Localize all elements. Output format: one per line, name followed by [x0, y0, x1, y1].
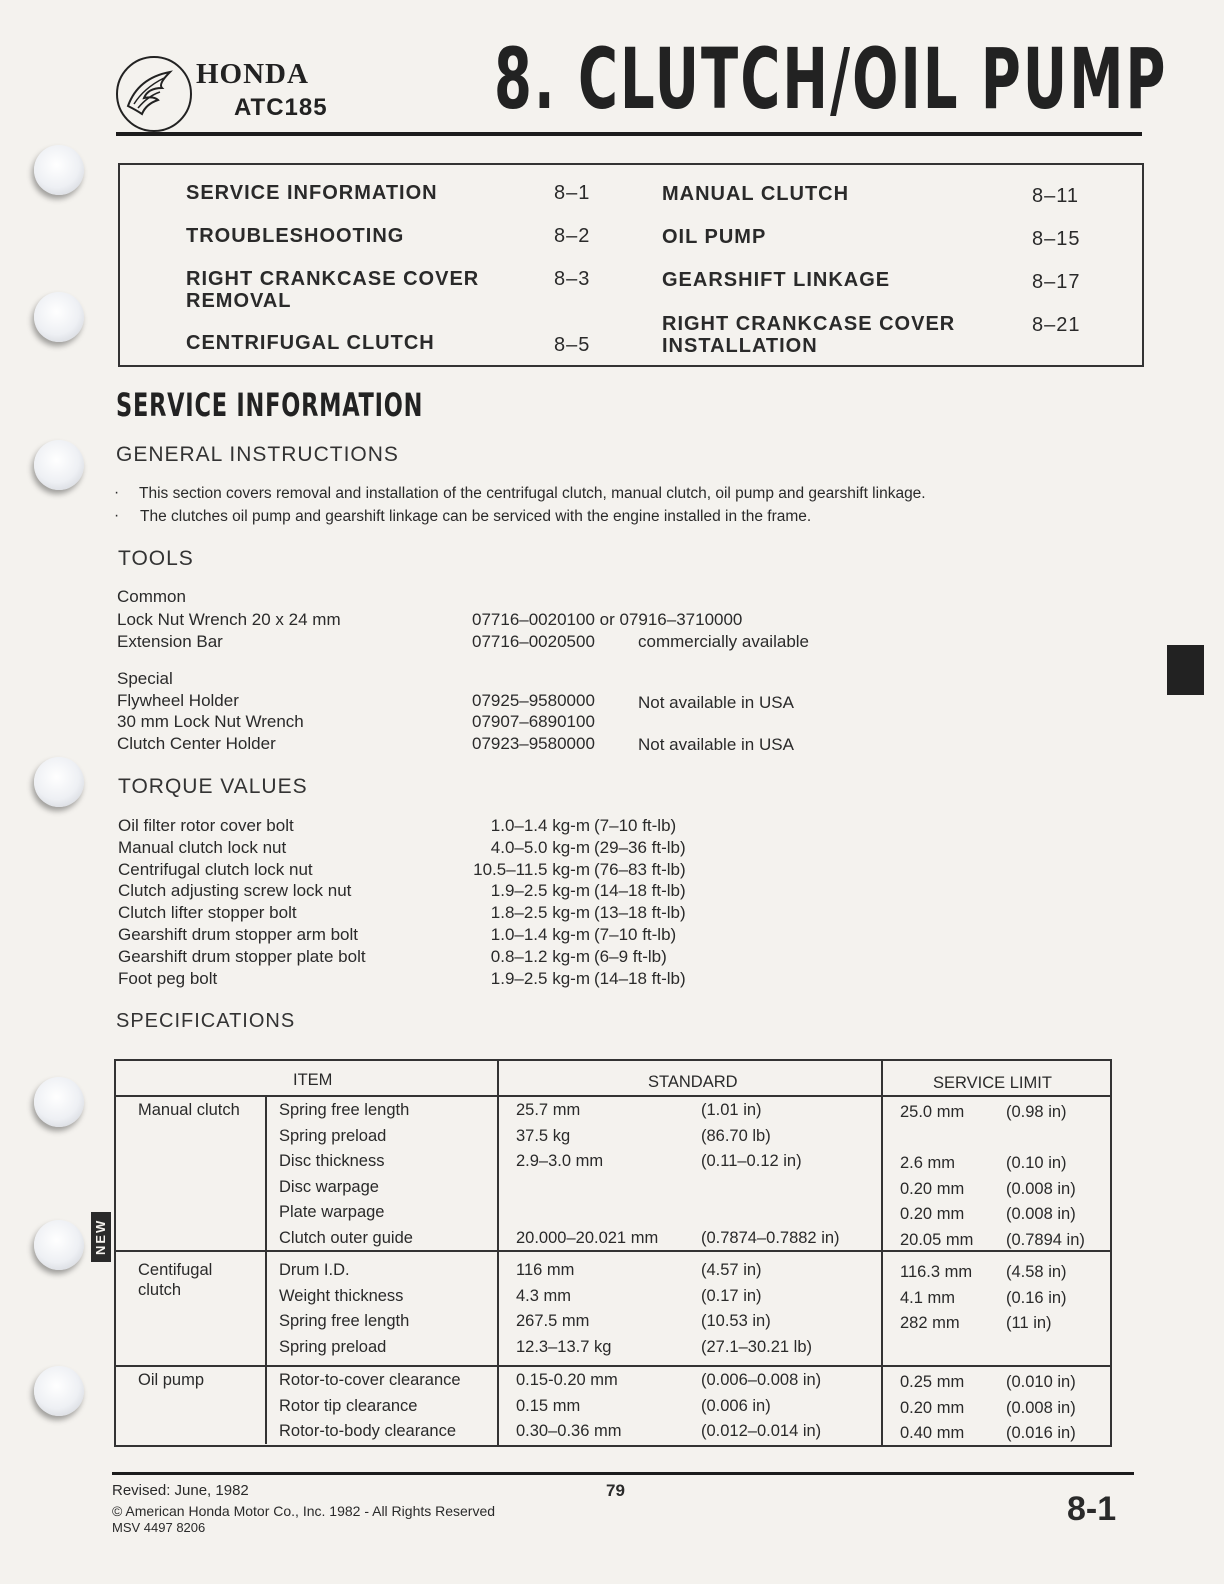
torque-item-name: Foot peg bolt [118, 968, 218, 988]
spec-limit-metric: 4.1 mm [900, 1288, 956, 1307]
spec-standard-metric: 0.15 mm [516, 1396, 581, 1415]
spec-item: Plate warpage [279, 1203, 385, 1221]
binder-hole [34, 1366, 84, 1416]
bullet-marker: · [114, 484, 120, 501]
toc-item-page: 8–15 [1032, 228, 1081, 250]
toc-item-label[interactable]: TROUBLESHOOTING [186, 225, 405, 247]
spec-standard-metric: 20.000–20.021 mm [516, 1228, 659, 1247]
spec-limit-metric: 0.40 mm [900, 1424, 965, 1442]
spec-limit-metric: 0.20 mm [900, 1398, 965, 1417]
torque-item-name: Centrifugal clutch lock nut [118, 859, 313, 879]
torque-item-metric: 1.9–2.5 kg-m [490, 881, 590, 901]
torque-item-imperial: (13–18 ft-lb) [594, 903, 686, 923]
spec-limit-imperial: (0.10 in) [1006, 1154, 1067, 1172]
toc-item-label[interactable]: GEARSHIFT LINKAGE [662, 269, 891, 291]
tool-name: Extension Bar [117, 632, 223, 651]
table-divider [881, 1061, 883, 1445]
spec-standard-imperial: (10.53 in) [701, 1312, 771, 1330]
document-code: MSV 4497 8206 [112, 1520, 206, 1535]
torque-item-imperial: (14–18 ft-lb) [594, 968, 686, 988]
toc-item-page: 8–2 [554, 225, 591, 247]
torque-item-imperial: (29–36 ft-lb) [594, 837, 686, 857]
torque-heading: TORQUE VALUES [118, 775, 308, 798]
torque-item-metric: 0.8–1.2 kg-m [490, 946, 590, 966]
binder-hole [34, 1220, 84, 1270]
tool-part: 07925–9580000 [472, 691, 595, 710]
spec-standard-imperial: (27.1–30.21 lb) [701, 1337, 812, 1356]
spec-standard-imperial: (0.17 in) [701, 1286, 762, 1305]
spec-standard-imperial: (0.006–0.008 in) [701, 1371, 822, 1389]
column-header: STANDARD [648, 1073, 738, 1091]
revised-date: Revised: June, 1982 [112, 1482, 249, 1499]
torque-item-imperial: (76–83 ft-lb) [594, 859, 686, 879]
honda-wing-icon [116, 56, 192, 132]
spec-limit-imperial: (0.008 in) [1006, 1205, 1076, 1223]
binder-hole [34, 440, 84, 490]
spec-standard-metric: 12.3–13.7 kg [516, 1337, 612, 1356]
spec-limit-metric: 0.20 mm [900, 1179, 965, 1198]
toc-item-label[interactable]: RIGHT CRANKCASE COVER [186, 268, 480, 290]
tool-note: Not available in USA [638, 735, 794, 754]
tool-name: 30 mm Lock Nut Wrench [117, 712, 304, 731]
binder-hole [34, 292, 84, 342]
spec-group-name: clutch [138, 1281, 182, 1299]
torque-item-name: Clutch adjusting screw lock nut [118, 881, 352, 901]
toc-item-label[interactable]: REMOVAL [186, 290, 292, 312]
table-divider [116, 1250, 1110, 1252]
footer-rule [112, 1472, 1134, 1475]
torque-item-name: Clutch lifter stopper bolt [118, 903, 297, 923]
spec-limit-imperial: (0.008 in) [1006, 1179, 1076, 1198]
toc-item-label[interactable]: CENTRIFUGAL CLUTCH [186, 332, 435, 354]
specs-heading: SPECIFICATIONS [116, 1010, 296, 1032]
spec-item: Spring free length [279, 1101, 410, 1119]
spec-standard-metric: 37.5 kg [516, 1126, 571, 1145]
spec-limit-imperial: (0.7894 in) [1006, 1230, 1085, 1249]
spec-group-name: Oil pump [138, 1371, 205, 1389]
torque-item-name: Gearshift drum stopper arm bolt [118, 925, 358, 944]
spec-limit-imperial: (0.98 in) [1006, 1103, 1067, 1121]
torque-item-imperial: (7–10 ft-lb) [594, 925, 677, 944]
tool-note: Not available in USA [638, 693, 794, 712]
header-rule [116, 132, 1142, 136]
torque-item-metric: 1.9–2.5 kg-m [490, 968, 590, 988]
spec-group-name: Manual clutch [138, 1101, 240, 1119]
tool-note: commercially available [638, 632, 810, 651]
tools-group-label: Special [117, 669, 173, 688]
spec-limit-imperial: (11 in) [1006, 1314, 1052, 1332]
spec-limit-metric: 282 mm [900, 1314, 960, 1332]
toc-item-label[interactable]: SERVICE INFORMATION [186, 182, 438, 204]
spec-standard-metric: 2.9–3.0 mm [516, 1152, 604, 1170]
spec-standard-metric: 4.3 mm [516, 1286, 572, 1305]
tools-heading: TOOLS [118, 547, 194, 570]
spec-limit-metric: 0.25 mm [900, 1373, 965, 1391]
binder-hole [34, 145, 84, 195]
spec-item: Disc thickness [279, 1152, 385, 1170]
bullet-marker: · [114, 507, 120, 524]
chapter-title: 8. CLUTCH/OIL PUMP [494, 30, 1168, 128]
table-divider [116, 1095, 1110, 1097]
spec-standard-metric: 0.15-0.20 mm [516, 1371, 618, 1389]
binder-hole [34, 757, 84, 807]
torque-item-metric: 1.8–2.5 kg-m [490, 903, 590, 923]
spec-limit-metric: 2.6 mm [900, 1154, 956, 1172]
column-header: SERVICE LIMIT [933, 1074, 1052, 1092]
section-title: SERVICE INFORMATION [116, 386, 424, 424]
tool-name: Clutch Center Holder [117, 734, 276, 753]
spec-standard-imperial: (86.70 lb) [701, 1126, 771, 1145]
spec-limit-metric: 116.3 mm [900, 1263, 973, 1281]
spec-standard-metric: 267.5 mm [516, 1312, 590, 1330]
toc-item-page: 8–3 [554, 268, 591, 290]
spec-standard-imperial: (4.57 in) [701, 1261, 762, 1279]
torque-item-imperial: (14–18 ft-lb) [594, 881, 686, 901]
toc-item-label[interactable]: OIL PUMP [662, 226, 767, 248]
torque-item-imperial: (6–9 ft-lb) [594, 946, 667, 966]
torque-item-name: Manual clutch lock nut [118, 837, 287, 857]
spec-item: Disc warpage [279, 1177, 379, 1196]
tool-part: 07923–9580000 [472, 734, 595, 753]
torque-item-metric: 4.0–5.0 kg-m [490, 837, 590, 857]
new-tab-marker: NEW [91, 1212, 111, 1262]
toc-item-label[interactable]: INSTALLATION [662, 335, 818, 357]
tools-group-label: Common [117, 587, 186, 606]
spec-item: Weight thickness [279, 1286, 404, 1305]
tool-part: 07716–0020100 or 07916–3710000 [472, 610, 743, 629]
spec-standard-imperial: (0.7874–0.7882 in) [701, 1228, 840, 1247]
table-divider [497, 1061, 499, 1445]
page-number: 79 [606, 1481, 625, 1500]
general-heading: GENERAL INSTRUCTIONS [116, 443, 399, 466]
spec-standard-metric: 116 mm [516, 1261, 575, 1279]
general-bullet: The clutches oil pump and gearshift linkage can be serviced with the engine installed in the frame. [140, 508, 812, 525]
toc-item-page: 8–17 [1032, 271, 1081, 293]
spec-standard-imperial: (0.006 in) [701, 1396, 771, 1415]
spec-item: Rotor-to-cover clearance [279, 1371, 461, 1389]
spec-standard-imperial: (0.012–0.014 in) [701, 1422, 822, 1440]
toc-item-page: 8–11 [1032, 185, 1080, 207]
torque-item-metric: 1.0–1.4 kg-m [490, 816, 590, 835]
spec-item: Spring preload [279, 1126, 387, 1145]
binder-hole [34, 1077, 84, 1127]
toc-item-page: 8–5 [554, 334, 591, 356]
spec-limit-imperial: (0.16 in) [1006, 1288, 1067, 1307]
spec-limit-metric: 20.05 mm [900, 1230, 974, 1249]
column-header: ITEM [293, 1071, 333, 1089]
tool-part: 07907–6890100 [472, 712, 595, 731]
model-name: ATC185 [234, 94, 328, 121]
brand-name: HONDA [196, 58, 309, 90]
tool-name: Flywheel Holder [117, 691, 239, 710]
page-reference: 8-1 [1067, 1490, 1117, 1528]
spec-limit-imperial: (0.010 in) [1006, 1373, 1076, 1391]
spec-limit-metric: 25.0 mm [900, 1103, 965, 1121]
spec-standard-imperial: (0.11–0.12 in) [701, 1152, 802, 1170]
spec-item: Rotor tip clearance [279, 1396, 418, 1415]
tool-name: Lock Nut Wrench 20 x 24 mm [117, 610, 341, 629]
section-tab-marker [1167, 645, 1204, 695]
toc-item-page: 8–1 [554, 182, 591, 204]
toc-item-label[interactable]: RIGHT CRANKCASE COVER [662, 313, 956, 335]
spec-standard-imperial: (1.01 in) [701, 1101, 762, 1119]
general-bullet: This section covers removal and installation of the centrifugal clutch, manual clutch, oil pump and gearshift linkage. [139, 485, 926, 502]
spec-limit-imperial: (4.58 in) [1006, 1263, 1067, 1281]
table-divider [265, 1095, 267, 1444]
spec-item: Drum I.D. [279, 1261, 350, 1279]
spec-standard-metric: 25.7 mm [516, 1101, 581, 1119]
tool-part: 07716–0020500 [472, 632, 595, 651]
spec-limit-metric: 0.20 mm [900, 1205, 965, 1223]
copyright: © American Honda Motor Co., Inc. 1982 - All Rights Reserved [112, 1503, 496, 1519]
table-divider [116, 1365, 1110, 1367]
spec-item: Rotor-to-body clearance [279, 1422, 457, 1440]
spec-item: Clutch outer guide [279, 1228, 413, 1247]
spec-limit-imperial: (0.016 in) [1006, 1424, 1076, 1442]
spec-group-name: Centifugal [138, 1261, 213, 1279]
contents-box [118, 163, 1144, 367]
specifications-table [114, 1059, 1112, 1447]
torque-item-name: Gearshift drum stopper plate bolt [118, 946, 366, 966]
spec-item: Spring free length [279, 1312, 410, 1330]
torque-item-metric: 10.5–11.5 kg-m [473, 859, 590, 879]
torque-item-imperial: (7–10 ft-lb) [594, 816, 677, 835]
torque-item-metric: 1.0–1.4 kg-m [490, 925, 590, 944]
toc-item-page: 8–21 [1032, 314, 1081, 336]
toc-item-label[interactable]: MANUAL CLUTCH [662, 183, 850, 205]
spec-standard-metric: 0.30–0.36 mm [516, 1422, 622, 1440]
spec-item: Spring preload [279, 1337, 387, 1356]
torque-item-name: Oil filter rotor cover bolt [118, 816, 294, 835]
spec-limit-imperial: (0.008 in) [1006, 1398, 1076, 1417]
